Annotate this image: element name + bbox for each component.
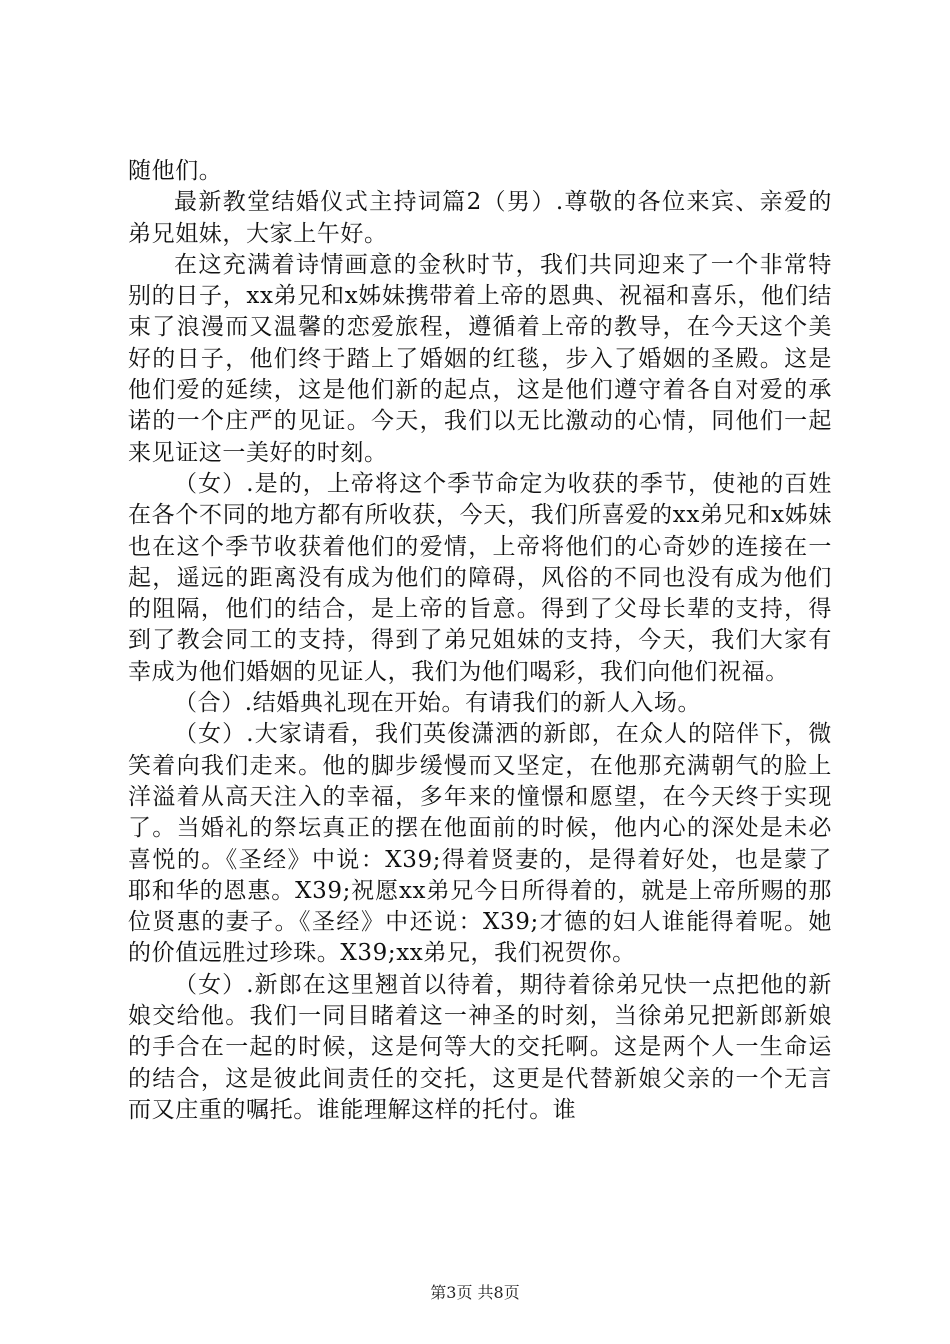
page-number-label: 第3页 共8页 <box>430 1283 520 1302</box>
paragraph: （女）.大家请看，我们英俊潇洒的新郎，在众人的陪伴下，微笑着向我们走来。他的脚步缓慢而又坚定，在他那充满朝气的脸上洋溢着从高天注入的幸福，多年来的憧憬和愿望，在今天终于实现了。当婚礼的祭坛真正的摆在他面前的时候，他内心的深处是未必喜悦的。《圣经》中说：X39;得着贤妻的，是得着好处，也是蒙了耶和华的恩惠。X39;祝愿xx弟兄今日所得着的，就是上帝所赐的那位贤惠的妻子。《圣经》中还说：X39;才德的妇人谁能得着呢。她的价值远胜过珍珠。X39;xx弟兄，我们祝贺你。 <box>128 721 832 967</box>
paragraph: 在这充满着诗情画意的金秋时节，我们共同迎来了一个非常特别的日子，xx弟兄和x姊妹携带着上帝的恩典、祝福和喜乐，他们结束了浪漫而又温馨的恋爱旅程，遵循着上帝的教导，在今天这个美好的日子，他们终于踏上了婚姻的红毯，步入了婚姻的圣殿。这是他们爱的延续，这是他们新的起点，这是他们遵守着各自对爱的承诺的一个庄严的见证。今天，我们以无比激动的心情，同他们一起来见证这一美好的时刻。 <box>128 251 832 466</box>
paragraph: （女）.新郎在这里翘首以待着，期待着徐弟兄快一点把他的新娘交给他。我们一同目睹着这一神圣的时刻，当徐弟兄把新郎新娘的手合在一起的时候，这是何等大的交托啊。这是两个人一生命运的结合，这是彼此间责任的交托，这更是代替新娘父亲的一个无言而又庄重的嘱托。谁能理解这样的托付。谁 <box>128 971 832 1123</box>
paragraph: 随他们。 <box>128 158 223 184</box>
document-body <box>128 156 832 1126</box>
paragraph: （女）.是的，上帝将这个季节命定为收获的季节，使祂的百姓在各个不同的地方都有所收获，今天，我们所喜爱的xx弟兄和x姊妹也在这个季节收获着他们的爱情，上帝将他们的心奇妙的连接在一起，遥远的距离没有成为他们的障碍，风俗的不同也没有成为他们的阻隔，他们的结合，是上帝的旨意。得到了父母长辈的支持，得到了教会同工的支持，得到了弟兄姐妹的支持，今天，我们大家有幸成为他们婚姻的见证人，我们为他们喝彩，我们向他们祝福。 <box>128 470 832 685</box>
page-footer <box>0 1280 950 1303</box>
paragraph: 最新教堂结婚仪式主持词篇2（男）.尊敬的各位来宾、亲爱的弟兄姐妹，大家上午好。 <box>128 189 832 247</box>
paragraph: （合）.结婚典礼现在开始。有请我们的新人入场。 <box>174 690 702 717</box>
